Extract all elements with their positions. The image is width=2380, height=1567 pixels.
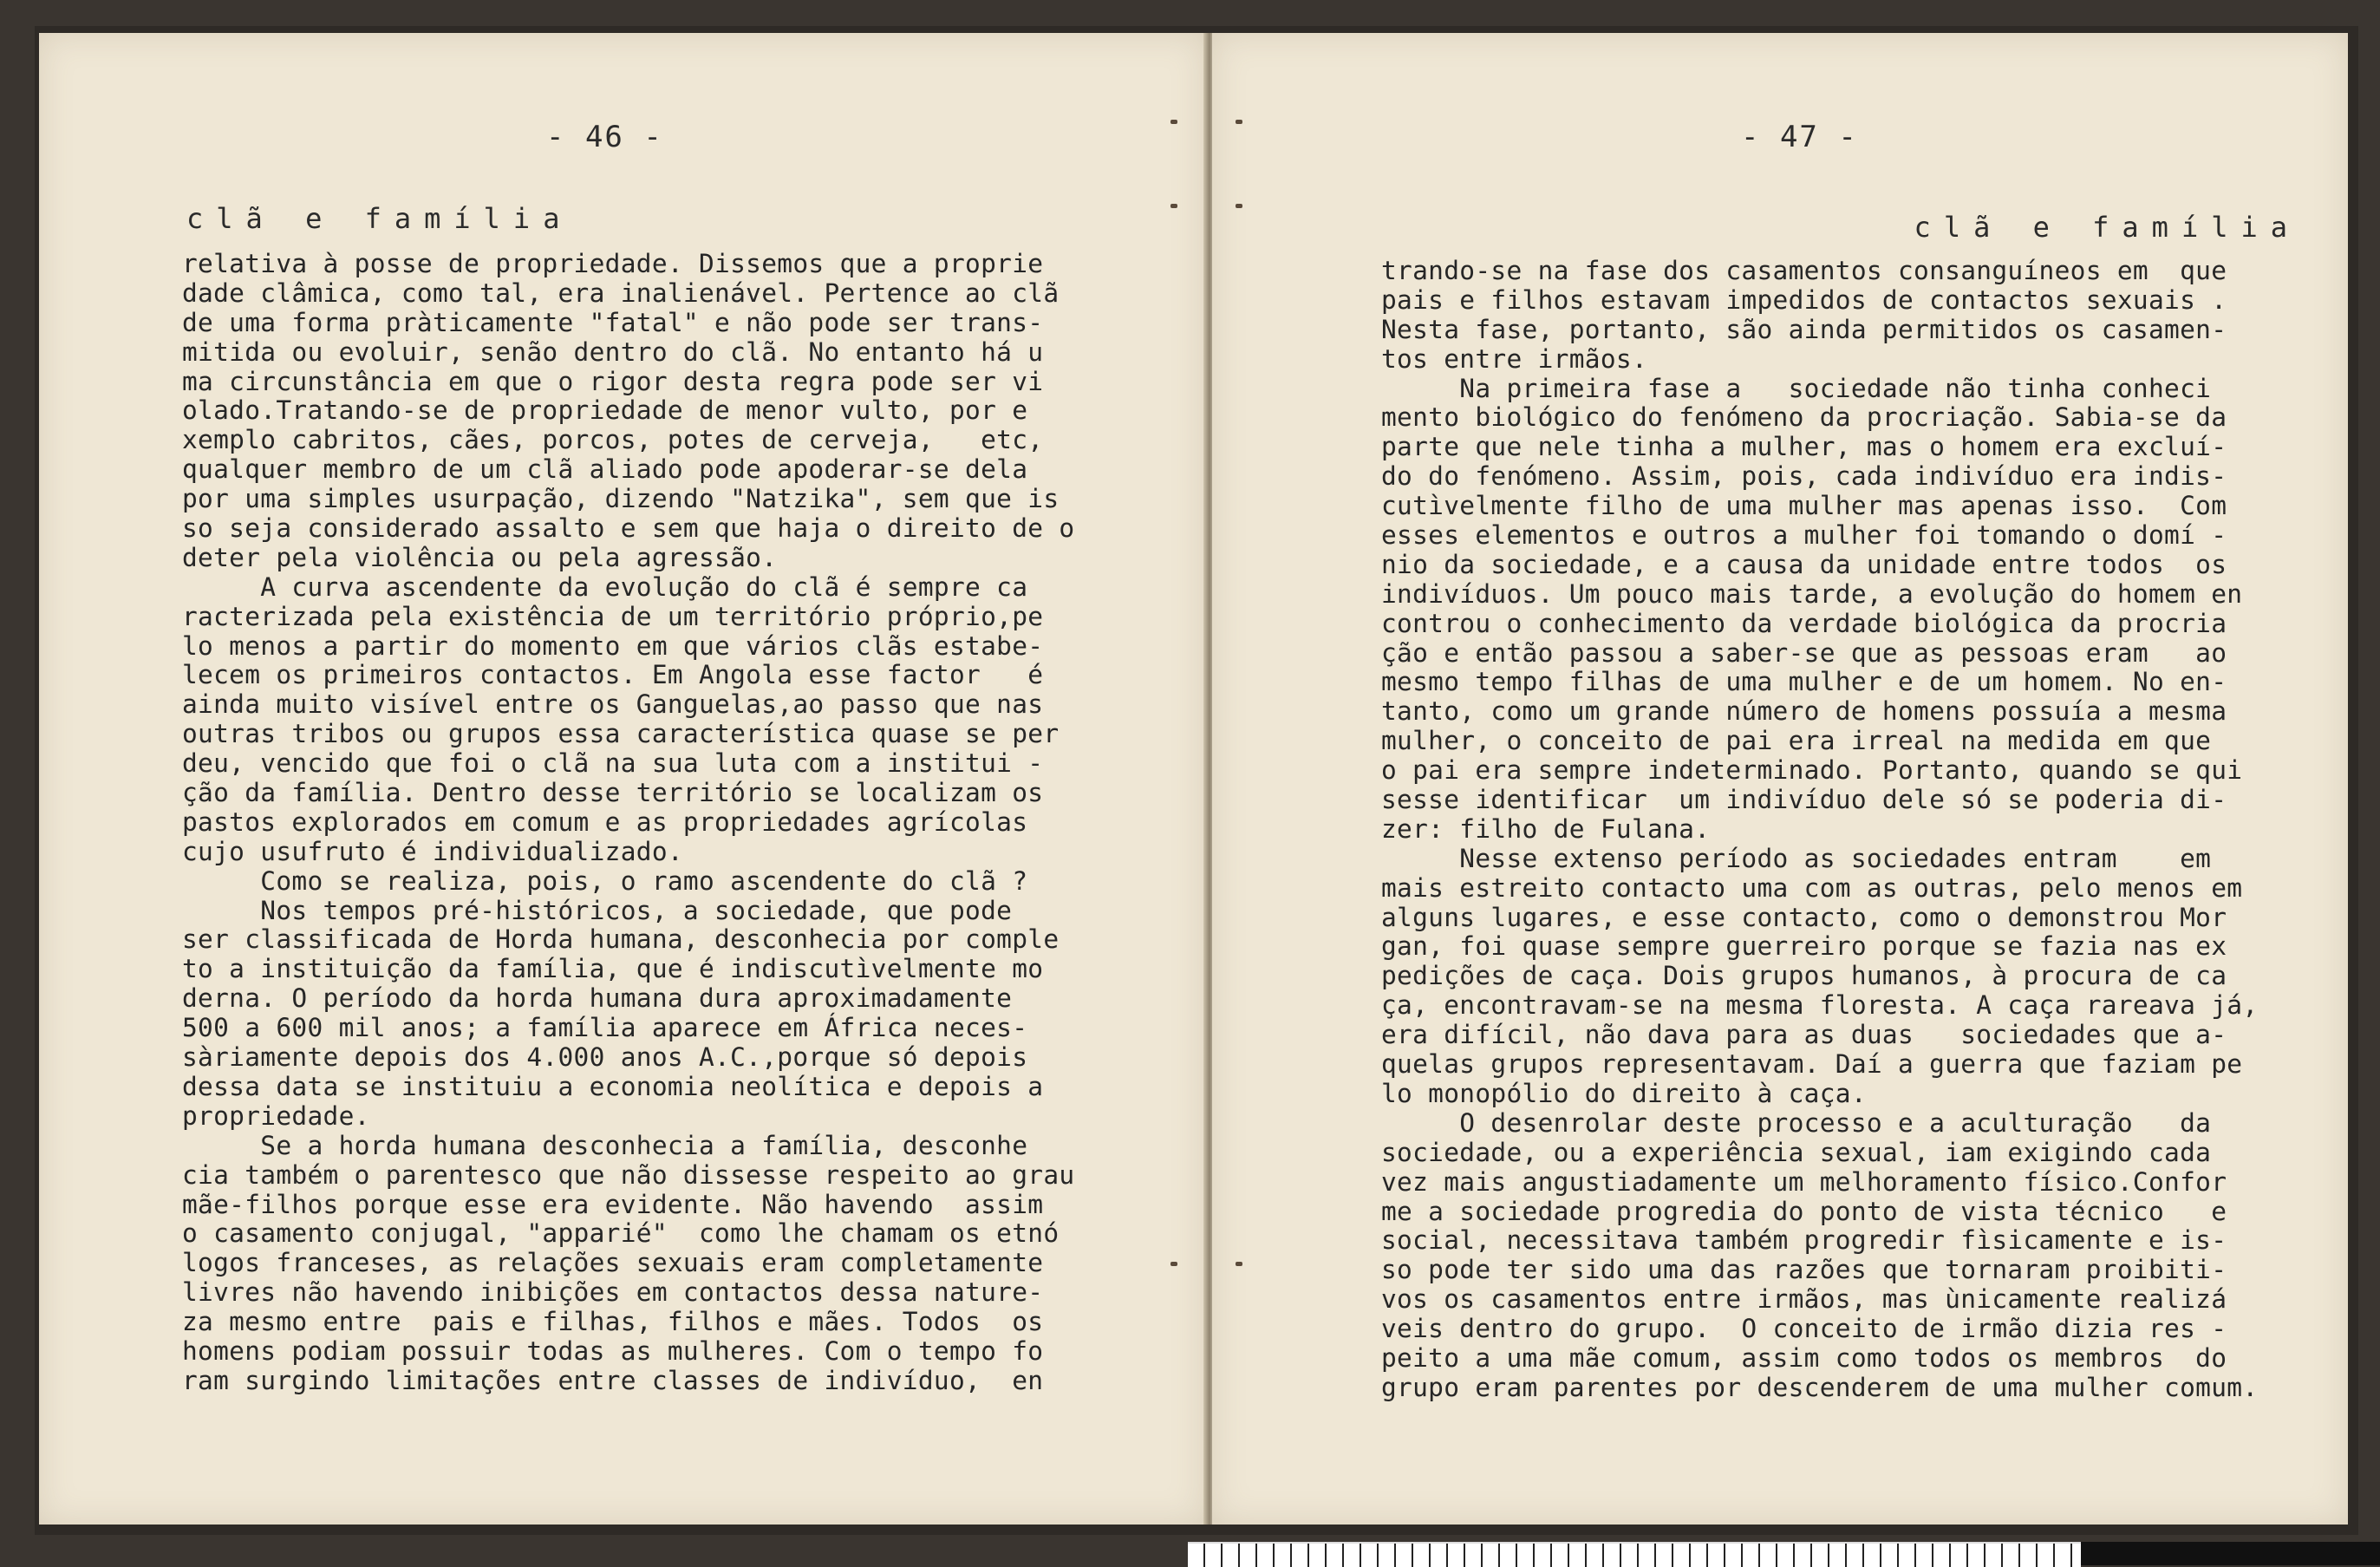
scale-ruler bbox=[1188, 1542, 2081, 1567]
text-line: por uma simples usurpação, dizendo "Natzika", sem que is bbox=[182, 484, 1060, 514]
text-line: sesse identificar um indivíduo dele só se poderia di- bbox=[1381, 785, 2227, 815]
left-body-text bbox=[182, 250, 1074, 1396]
text-line: mitida ou evoluir, senão dentro do clã. No entanto há u bbox=[182, 336, 1044, 367]
text-line: so pode ter sido uma das razões que tornaram proibiti- bbox=[1381, 1255, 2227, 1285]
text-line: derna. O período da horda humana dura aproximadamente bbox=[182, 983, 1013, 1014]
text-line: de uma forma pràticamente "fatal" e não pode ser trans- bbox=[182, 307, 1044, 337]
text-line: O desenrolar deste processo e a aculturação da bbox=[1381, 1107, 2212, 1138]
text-line: dade clâmica, como tal, era inalienável. Pertence ao clã bbox=[182, 277, 1060, 308]
text-line: do do fenómeno. Assim, pois, cada indivíduo era indis- bbox=[1381, 461, 2227, 492]
text-line: quelas grupos representavam. Daí a guerra que faziam pe bbox=[1381, 1049, 2243, 1080]
right-running-header: clã e família bbox=[1914, 211, 2300, 244]
text-line: peito a uma mãe comum, assim como todos os membros do bbox=[1381, 1342, 2227, 1373]
text-line: to a instituição da família, que é indiscutìvelmente mo bbox=[182, 954, 1044, 984]
left-page-number: - 46 - bbox=[546, 120, 663, 154]
text-line: mãe-filhos porque esse era evidente. Não havendo assim bbox=[182, 1189, 1044, 1219]
text-line: ça, encontravam-se na mesma floresta. A caça rareava já, bbox=[1381, 990, 2259, 1021]
text-line: Nesse extenso período as sociedades entram em bbox=[1381, 843, 2212, 873]
text-line: pais e filhos estavam impedidos de contactos sexuais . bbox=[1381, 284, 2227, 315]
text-line: ram surgindo limitações entre classes de indivíduo, en bbox=[182, 1365, 1044, 1395]
text-line: alguns lugares, e esse contacto, como o demonstrou Mor bbox=[1381, 902, 2227, 932]
right-page-number: - 47 - bbox=[1741, 120, 1858, 154]
binding-mark bbox=[1236, 120, 1242, 124]
text-line: controu o conhecimento da verdade biológica da procria bbox=[1381, 608, 2227, 638]
text-line: mento biológico do fenómeno da procriação. Sabia-se da bbox=[1381, 402, 2227, 433]
text-line: deter pela violência ou pela agressão. bbox=[182, 542, 778, 572]
text-line: cutìvelmente filho de uma mulher mas apenas isso. Com bbox=[1381, 491, 2227, 521]
text-line: grupo eram parentes por descenderem de uma mulher comum. bbox=[1381, 1372, 2259, 1402]
text-line: racterizada pela existência de um território próprio,pe bbox=[182, 601, 1044, 631]
binding-mark bbox=[1170, 1262, 1177, 1266]
text-line: so seja considerado assalto e sem que haja o direito de o bbox=[182, 513, 1075, 544]
text-line: livres não havendo inibições em contactos dessa nature- bbox=[182, 1277, 1044, 1308]
scale-ruler-dark bbox=[2081, 1542, 2380, 1565]
text-line: lo monopólio do direito à caça. bbox=[1381, 1078, 1867, 1108]
text-line: tos entre irmãos. bbox=[1381, 343, 1648, 374]
text-line: qualquer membro de um clã aliado pode apoderar-se dela bbox=[182, 454, 1028, 485]
text-line: 500 a 600 mil anos; a família aparece em África neces- bbox=[182, 1013, 1028, 1043]
text-line: sàriamente depois dos 4.000 anos A.C.,porque só depois bbox=[182, 1042, 1028, 1073]
text-line: ainda muito visível entre os Ganguelas,ao passo que nas bbox=[182, 689, 1044, 720]
text-line: mulher, o conceito de pai era irreal na medida em que bbox=[1381, 726, 2212, 756]
text-line: social, necessitava também progredir fìsicamente e is- bbox=[1381, 1225, 2227, 1256]
text-line: mais estreito contacto uma com as outras, pelo menos em bbox=[1381, 872, 2243, 903]
text-line: vez mais angustiadamente um melhoramento físico.Confor bbox=[1381, 1166, 2227, 1197]
text-line: ção e então passou a saber-se que as pessoas eram ao bbox=[1381, 637, 2227, 668]
right-page bbox=[1212, 33, 2348, 1525]
left-page bbox=[39, 33, 1207, 1525]
text-line: o casamento conjugal, "apparié" como lhe chamam os etnó bbox=[182, 1218, 1060, 1249]
text-line: dessa data se instituiu a economia neolítica e depois a bbox=[182, 1071, 1044, 1101]
text-line: me a sociedade progredia do ponto de vista técnico e bbox=[1381, 1196, 2227, 1226]
text-line: homens podiam possuir todas as mulheres. Com o tempo fo bbox=[182, 1335, 1044, 1366]
binding-mark bbox=[1236, 204, 1242, 208]
text-line: Na primeira fase a sociedade não tinha conheci bbox=[1381, 373, 2212, 403]
text-line: propriedade. bbox=[182, 1100, 370, 1131]
text-line: vos os casamentos entre irmãos, mas ùnicamente realizá bbox=[1381, 1284, 2227, 1315]
text-line: trando-se na fase dos casamentos consanguíneos em que bbox=[1381, 256, 2227, 285]
text-line: sociedade, ou a experiência sexual, iam exigindo cada bbox=[1381, 1137, 2212, 1167]
binding-mark bbox=[1236, 1262, 1242, 1266]
text-line: parte que nele tinha a mulher, mas o homem era excluí- bbox=[1381, 432, 2227, 462]
text-line: outras tribos ou grupos essa característica quase se per bbox=[182, 719, 1060, 749]
text-line: mesmo tempo filhas de uma mulher e de um homem. No en- bbox=[1381, 667, 2227, 697]
text-line: logos franceses, as relações sexuais eram completamente bbox=[182, 1248, 1044, 1278]
text-line: Se a horda humana desconhecia a família, desconhe bbox=[182, 1130, 1028, 1160]
text-line: za mesmo entre pais e filhas, filhos e mães. Todos os bbox=[182, 1307, 1044, 1337]
text-line: cia também o parentesco que não dissesse respeito ao grau bbox=[182, 1159, 1075, 1190]
text-line: ser classificada de Horda humana, desconhecia por comple bbox=[182, 924, 1060, 955]
text-line: o pai era sempre indeterminado. Portanto, quando se qui bbox=[1381, 755, 2243, 786]
text-line: pedições de caça. Dois grupos humanos, à procura de ca bbox=[1381, 961, 2227, 991]
text-line: olado.Tratando-se de propriedade de menor vulto, por e bbox=[182, 395, 1028, 426]
text-line: gan, foi quase sempre guerreiro porque se fazia nas ex bbox=[1381, 931, 2227, 962]
text-line: indivíduos. Um pouco mais tarde, a evolução do homem en bbox=[1381, 578, 2243, 609]
text-line: era difícil, não dava para as duas sociedades que a- bbox=[1381, 1020, 2227, 1050]
text-line: Como se realiza, pois, o ramo ascendente do clã ? bbox=[182, 865, 1028, 896]
text-line: zer: filho de Fulana. bbox=[1381, 813, 1711, 844]
text-line: ma circunstância em que o rigor desta regra pode ser vi bbox=[182, 366, 1044, 396]
binding-mark bbox=[1170, 120, 1177, 124]
text-line: lecem os primeiros contactos. Em Angola esse factor é bbox=[182, 660, 1044, 690]
text-line: esses elementos e outros a mulher foi tomando o domí - bbox=[1381, 520, 2227, 551]
text-line: ção da família. Dentro desse território se localizam os bbox=[182, 778, 1044, 808]
text-line: Nos tempos pré-históricos, a sociedade, que pode bbox=[182, 895, 1013, 925]
text-line: tanto, como um grande número de homens possuía a mesma bbox=[1381, 696, 2227, 727]
binding-mark bbox=[1170, 204, 1177, 208]
right-body-text bbox=[1381, 257, 2258, 1403]
text-line: A curva ascendente da evolução do clã é sempre ca bbox=[182, 571, 1028, 602]
text-line: pastos explorados em comum e as propriedades agrícolas bbox=[182, 806, 1028, 837]
text-line: relativa à posse de propriedade. Dissemos que a proprie bbox=[182, 249, 1044, 278]
text-line: cujo usufruto é individualizado. bbox=[182, 836, 683, 866]
text-line: nio da sociedade, e a causa da unidade entre todos os bbox=[1381, 549, 2227, 579]
text-line: xemplo cabritos, cães, porcos, potes de cerveja, etc, bbox=[182, 425, 1044, 455]
text-line: Nesta fase, portanto, são ainda permitidos os casamen- bbox=[1381, 314, 2227, 344]
text-line: veis dentro do grupo. O conceito de irmão dizia res - bbox=[1381, 1314, 2227, 1344]
text-line: deu, vencido que foi o clã na sua luta com a institui - bbox=[182, 748, 1044, 779]
text-line: lo menos a partir do momento em que vários clãs estabe- bbox=[182, 630, 1044, 661]
left-running-header: clã e família bbox=[186, 202, 573, 235]
